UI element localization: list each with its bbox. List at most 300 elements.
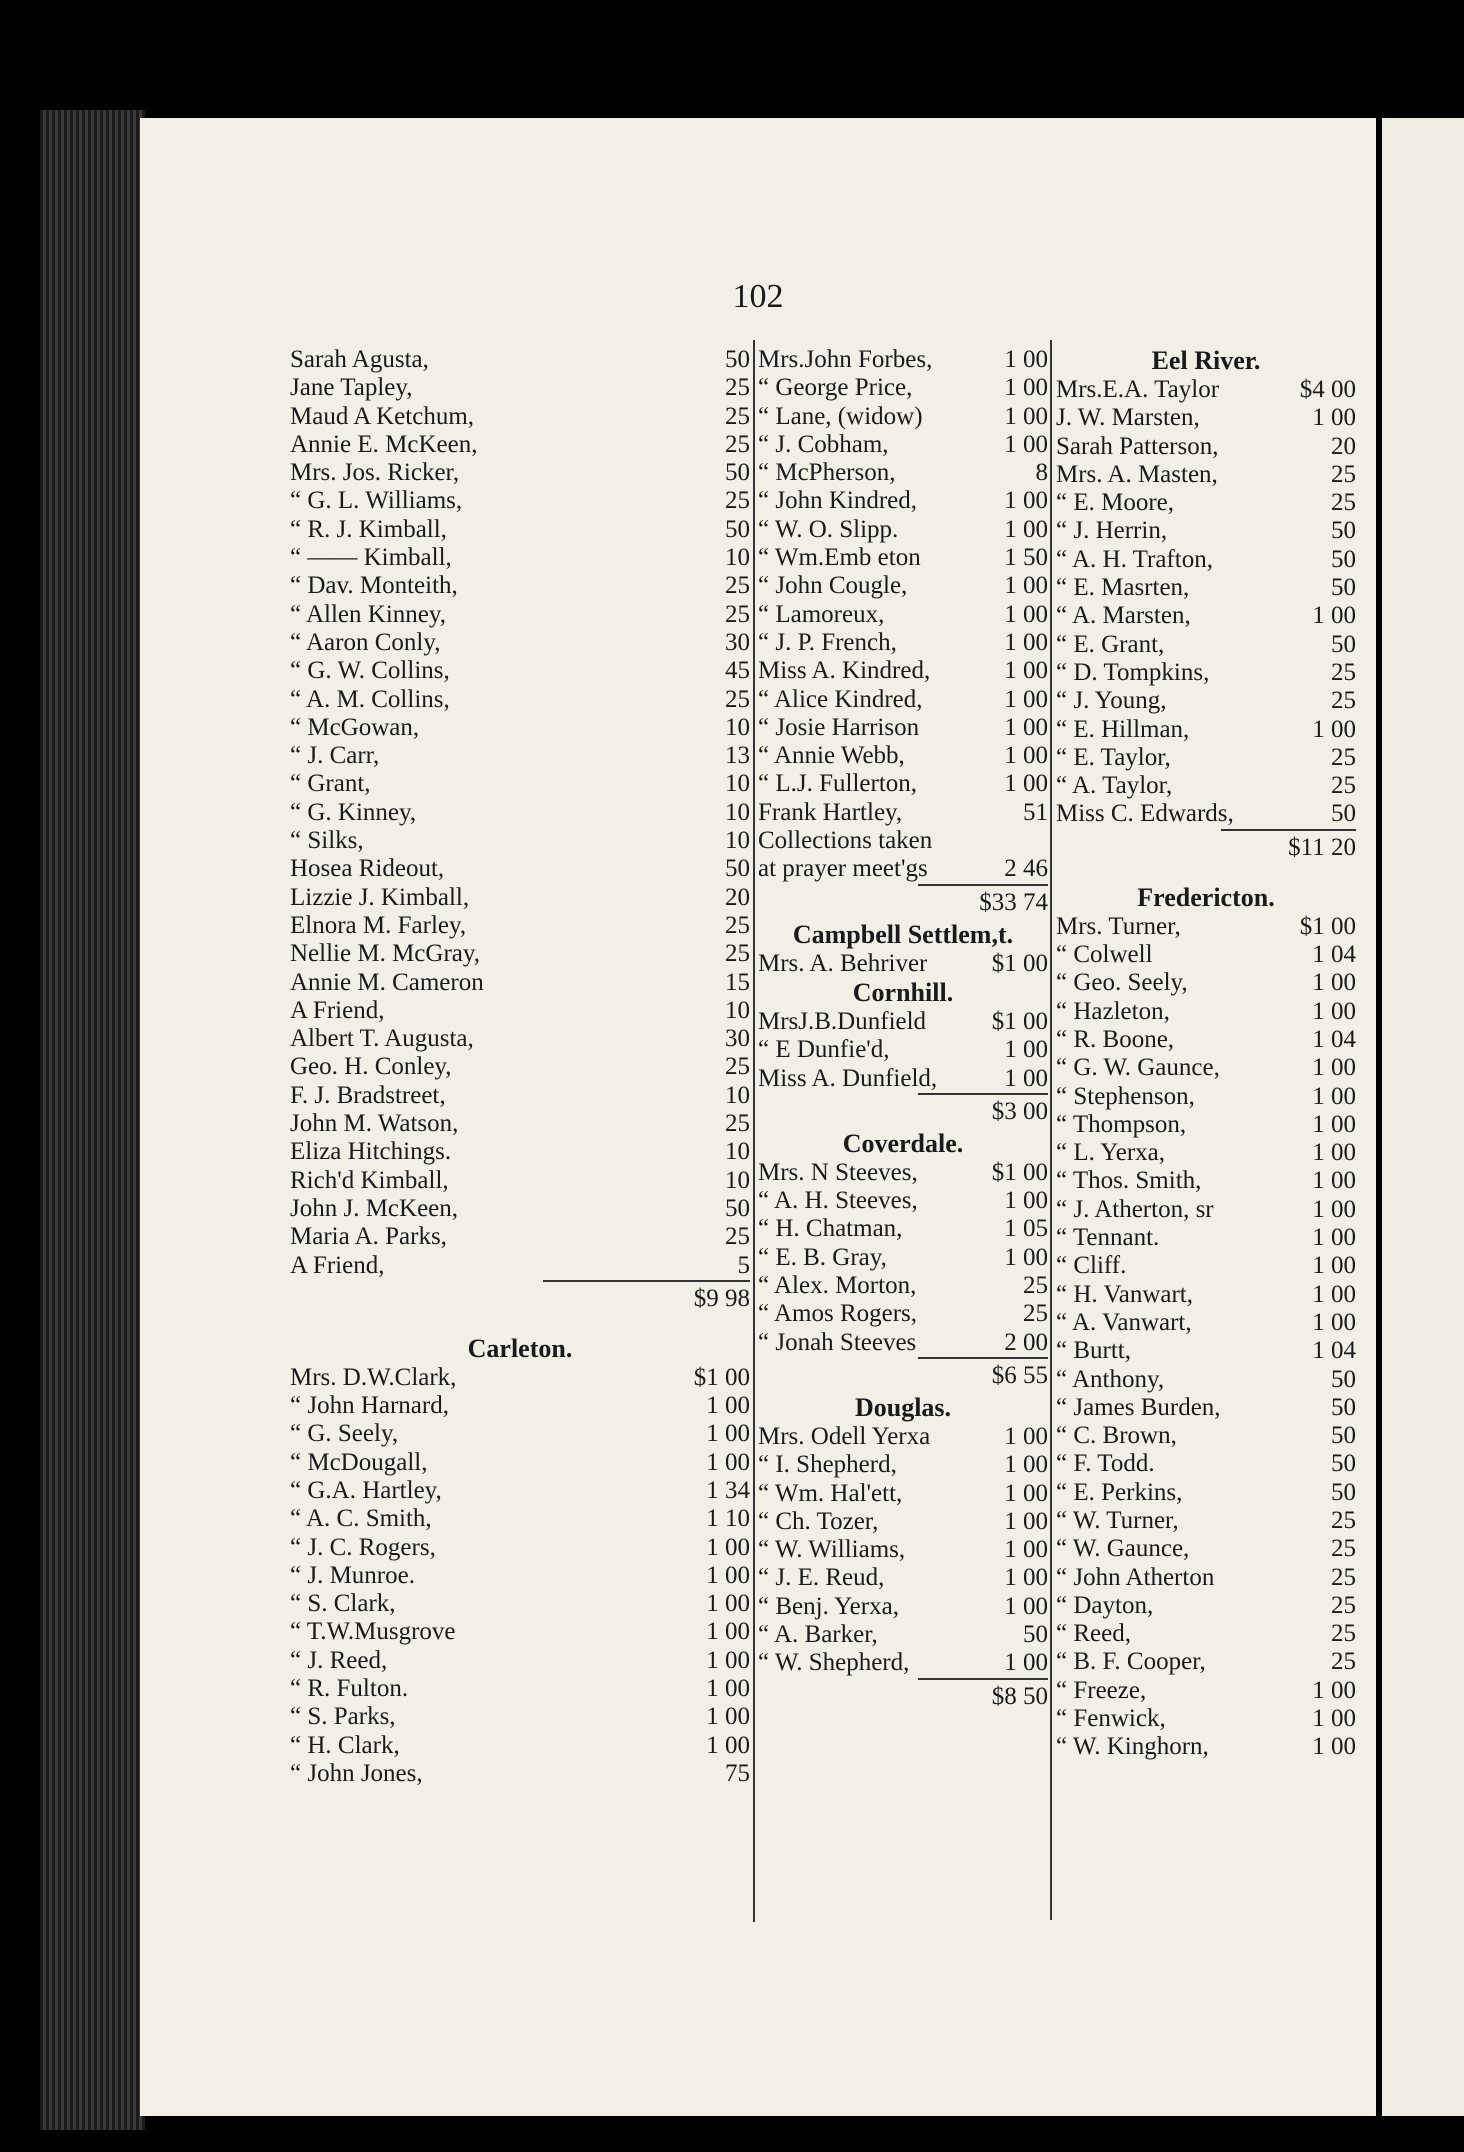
donor-name: A Friend, [290,996,385,1024]
list-item [758,1480,1048,1508]
donor-name: Collections taken [758,827,933,855]
donor-name: Eliza Hitchings. [290,1138,452,1166]
donor-name: “ G. W. Gaunce, [1056,1054,1220,1082]
donation-amount: 50 [725,346,750,373]
donation-amount: 1 00 [706,1392,750,1420]
list-item [758,686,1048,714]
list-item [1056,602,1356,630]
list-item [1056,574,1356,602]
list-item [290,1618,750,1646]
cornhill-list [758,1008,1048,1093]
donor-name: “ J. P. French, [758,628,897,656]
donor-name: “ Colwell [1056,941,1153,969]
coverdale-list [758,1159,1048,1357]
donor-name: “ H. Clark, [290,1731,400,1759]
donation-amount: $1 00 [693,1363,750,1391]
heading-carleton: Carleton. [467,1333,573,1363]
donor-name: Maria A. Parks, [290,1223,447,1251]
donor-name: “ Geo. Seely, [1056,969,1188,997]
list-item [290,544,750,572]
list-item [758,431,1048,459]
donation-amount: 1 00 [1004,430,1048,458]
list-item [290,686,750,714]
donor-name: Elnora M. Farley, [290,911,467,939]
donor-name: Hosea Rideout, [290,855,445,883]
book-page-edge [40,110,145,2130]
list-item [290,1590,750,1618]
donation-amount: 1 00 [1312,1676,1356,1704]
list-item [290,601,750,629]
donor-name: “ E. Masrten, [1056,574,1190,602]
donor-name: “ Alice Kindred, [758,685,923,713]
donor-name: “ J. Munroe. [290,1561,415,1589]
page-number: 102 [732,278,784,315]
list-item [290,516,750,544]
list-item [1056,1309,1356,1337]
heading-campbell: Campbell Settlem,t. [792,919,1014,949]
donation-amount: 1 00 [1004,770,1048,798]
list-item [758,346,1048,374]
donation-amount: 1 00 [1312,1167,1356,1195]
donation-amount: 25 [725,940,750,968]
list-item [1056,687,1356,715]
donor-name: “ Thompson, [1056,1110,1187,1138]
list-item [1056,1252,1356,1280]
adjacent-page [1382,118,1464,2116]
list-item [290,1053,750,1081]
donor-name: “ A. C. Smith, [290,1505,432,1533]
donation-amount: 20 [1331,432,1356,460]
list-item [758,1159,1048,1187]
donor-name: “ G. Seely, [290,1420,399,1448]
donation-amount: 13 [725,742,750,770]
list-item [290,431,750,459]
donation-amount: 25 [725,685,750,713]
list-item [758,1536,1048,1564]
list-item [1056,631,1356,659]
donation-amount: 50 [1331,1478,1356,1506]
list-item [758,827,1048,855]
donation-amount: 1 00 [1004,1036,1048,1064]
donation-amount: 30 [725,628,750,656]
donation-amount: 50 [725,459,750,487]
list-item [290,1449,750,1477]
list-item [1056,1366,1356,1394]
donor-name: “ C. Brown, [1056,1422,1177,1450]
donation-amount: 1 00 [1004,1649,1048,1677]
donor-name: Mrs. A. Masten, [1056,460,1218,488]
donor-name: “ Lane, (widow) [758,402,923,430]
list-item [758,403,1048,431]
list-item [1056,1564,1356,1592]
list-item [290,1392,750,1420]
donor-name: “ T.W.Musgrove [290,1618,456,1646]
donation-amount: 25 [725,402,750,430]
donation-amount: 10 [725,996,750,1024]
donor-name: “ E. Perkins, [1056,1478,1183,1506]
donor-name: Frank Hartley, [758,798,903,826]
donor-name: “ Josie Harrison [758,713,920,741]
list-item [290,1534,750,1562]
donor-name: “ A. H. Trafton, [1056,545,1213,573]
donation-amount: 50 [725,515,750,543]
donor-name: “ E. B. Gray, [758,1243,887,1271]
donation-amount: 1 00 [1312,1139,1356,1167]
list-item [758,1649,1048,1677]
donation-amount: 25 [1331,743,1356,771]
list-item [758,1244,1048,1272]
donation-amount: 25 [1331,1535,1356,1563]
list-item [290,459,750,487]
donation-amount: 1 00 [706,1731,750,1759]
list-item [1056,1083,1356,1111]
donation-amount: 1 04 [1312,1025,1356,1053]
list-item [290,403,750,431]
list-item [1056,433,1356,461]
donor-name: “ Tennant. [1056,1224,1160,1252]
donor-name: Mrs. N Steeves, [758,1158,918,1186]
fredericton-list [1056,913,1356,1762]
list-item [290,629,750,657]
donation-amount: 1 00 [1004,572,1048,600]
donation-amount: 25 [1331,1506,1356,1534]
list-item [758,657,1048,685]
donation-amount: 50 [1331,800,1356,828]
donation-amount: 25 [725,1223,750,1251]
list-item [1056,1733,1356,1761]
donation-amount: 1 00 [1004,1422,1048,1450]
donor-name: “ John Atherton [1056,1563,1215,1591]
donation-amount: 50 [1331,630,1356,658]
donation-amount: 1 00 [706,1590,750,1618]
col2-total: $33 74 [918,884,1049,920]
donation-amount: 50 [1331,1393,1356,1421]
list-item [290,572,750,600]
donor-name: “ W. Williams, [758,1536,906,1564]
list-item [758,1272,1048,1300]
donor-name: “ Benj. Yerxa, [758,1592,899,1620]
donation-amount: 1 00 [706,1618,750,1646]
donor-name: “ G. Kinney, [290,798,417,826]
list-item [1056,1167,1356,1195]
heading-douglas: Douglas. [854,1392,952,1422]
donor-name: “ George Price, [758,374,913,402]
donor-name: “ S. Clark, [290,1590,396,1618]
donation-amount: 51 [1023,798,1048,826]
list-item [1056,546,1356,574]
donation-amount: 25 [1331,460,1356,488]
list-item [758,459,1048,487]
donor-name: “ Annie Webb, [758,742,905,770]
list-item [758,1621,1048,1649]
donation-amount: 1 10 [706,1505,750,1533]
donation-amount: 25 [1331,1620,1356,1648]
list-item [290,1675,750,1703]
list-item [290,487,750,515]
col1-total: $9 98 [543,1280,750,1316]
list-item [290,884,750,912]
donor-name: “ L. Yerxa, [1056,1139,1166,1167]
donation-amount: 25 [1023,1300,1048,1328]
list-item [758,601,1048,629]
list-item [758,855,1048,883]
column-1 [290,346,750,1788]
list-item [290,742,750,770]
donor-name: Maud A Ketchum, [290,402,475,430]
col2-list [758,346,1048,884]
donor-name: “ A. Taylor, [1056,772,1173,800]
donor-name: Nellie M. McGray, [290,940,480,968]
col1-list [290,346,750,1280]
donation-amount: 2 00 [1004,1328,1048,1356]
donation-amount: 50 [725,855,750,883]
list-item [758,1065,1048,1093]
list-item [1056,1054,1356,1082]
donation-amount: 1 00 [1004,1064,1048,1092]
donation-amount: 1 00 [1004,1592,1048,1620]
donation-amount: 50 [1331,1422,1356,1450]
donation-amount: 50 [1331,1450,1356,1478]
donor-name: “ E. Moore, [1056,489,1175,517]
donation-amount: 1 00 [1312,1705,1356,1733]
donor-name: Geo. H. Conley, [290,1053,452,1081]
donation-amount: 25 [1331,489,1356,517]
donor-name: at prayer meet'gs [758,855,928,883]
donor-name: “ Freeze, [1056,1676,1147,1704]
eel-river-total: $11 20 [1221,829,1356,865]
list-item [290,374,750,402]
heading-coverdale: Coverdale. [842,1128,964,1158]
list-item [758,1593,1048,1621]
list-item [1056,913,1356,941]
donation-amount: 1 00 [1004,515,1048,543]
donor-name: “ Anthony, [1056,1365,1165,1393]
donor-name: “ John Jones, [290,1759,423,1787]
donation-amount: 1 00 [1004,1451,1048,1479]
list-item [1056,517,1356,545]
donation-amount: 10 [725,827,750,855]
donor-name: “ McGowan, [290,713,420,741]
list-item [290,346,750,374]
list-item [1056,1139,1356,1167]
list-item [290,799,750,827]
douglas-total: $8 50 [918,1678,1049,1714]
donation-amount: 25 [1331,1648,1356,1676]
douglas-list [758,1423,1048,1678]
donor-name: “ McDougall, [290,1448,428,1476]
list-item [1056,376,1356,404]
list-item [758,1329,1048,1357]
list-item [758,799,1048,827]
cornhill-total: $3 00 [918,1093,1049,1129]
list-item [1056,941,1356,969]
list-item [290,1025,750,1053]
list-item [1056,461,1356,489]
list-item [758,714,1048,742]
donor-name: “ D. Tompkins, [1056,658,1210,686]
list-item [758,1564,1048,1592]
donor-name: Mrs.John Forbes, [758,346,933,373]
list-item [758,1300,1048,1328]
donation-amount: 25 [1023,1272,1048,1300]
donation-amount: 10 [725,1166,750,1194]
donation-amount: 1 00 [706,1533,750,1561]
donor-name: “ E. Hillman, [1056,715,1190,743]
column-2 [758,346,1048,1714]
donor-name: “ S. Parks, [290,1703,396,1731]
donor-name: “ J. Carr, [290,742,380,770]
donation-amount: 25 [1331,658,1356,686]
donor-name: “ J. Atherton, sr [1056,1195,1214,1223]
list-item [758,516,1048,544]
donor-name: Mrs. Odell Yerxa [758,1422,931,1450]
donation-amount: 1 00 [1312,1224,1356,1252]
list-item [290,1167,750,1195]
donation-amount: 1 00 [1312,1082,1356,1110]
donation-amount: 1 50 [1004,544,1048,572]
list-item [290,940,750,968]
donation-amount: 25 [725,487,750,515]
donation-amount: 15 [725,968,750,996]
donation-amount: 1 00 [1312,969,1356,997]
list-item [290,1364,750,1392]
donor-name: “ J. Reed, [290,1646,388,1674]
donor-name: “ A. M. Collins, [290,685,450,713]
column-divider-2 [1050,340,1052,1920]
donation-amount: 1 00 [1004,600,1048,628]
donor-name: “ Amos Rogers, [758,1300,918,1328]
donation-amount: 1 00 [706,1420,750,1448]
donor-name: “ R. J. Kimball, [290,515,447,543]
donation-amount: 1 00 [1004,402,1048,430]
list-item [1056,1677,1356,1705]
donor-name: “ H. Vanwart, [1056,1280,1193,1308]
list-item [290,827,750,855]
list-item [290,1138,750,1166]
list-item [1056,489,1356,517]
donation-amount: 25 [725,572,750,600]
list-item [290,1703,750,1731]
donation-amount: 1 00 [1312,1308,1356,1336]
donation-amount: 2 46 [1004,855,1048,883]
list-item [290,1562,750,1590]
donation-amount: 50 [725,1194,750,1222]
donor-name: “ W. Gaunce, [1056,1535,1190,1563]
donation-amount: 1 00 [1312,1054,1356,1082]
donation-amount: $1 00 [991,1007,1048,1035]
donor-name: “ Aaron Conly, [290,628,441,656]
campbell-list [758,950,1048,978]
list-item [1056,1620,1356,1648]
donor-name: “ Allen Kinney, [290,600,446,628]
list-item [290,1223,750,1251]
list-item [1056,800,1356,828]
list-item [758,1451,1048,1479]
donation-amount: 1 04 [1312,1337,1356,1365]
donor-name: Annie M. Cameron [290,968,484,996]
donor-name: “ Thos. Smith, [1056,1167,1202,1195]
donation-amount: 1 04 [1312,941,1356,969]
list-item [758,770,1048,798]
donation-amount: 25 [725,600,750,628]
donor-name: “ Fenwick, [1056,1705,1166,1733]
list-item [1056,1507,1356,1535]
list-item [290,657,750,685]
donor-name: Mrs. A. Behriver [758,949,928,977]
heading-cornhill: Cornhill. [852,977,954,1007]
donor-name: “ J. Young, [1056,687,1167,715]
list-item [758,572,1048,600]
donation-amount: $1 00 [1299,912,1356,940]
donation-amount: 1 00 [1004,1243,1048,1271]
donor-name: Miss C. Edwards, [1056,800,1234,828]
donation-amount: 50 [1023,1620,1048,1648]
list-item [758,544,1048,572]
eel-river-list [1056,376,1356,829]
list-item [758,1215,1048,1243]
donor-name: Mrs. D.W.Clark, [290,1363,457,1391]
list-item [1056,1479,1356,1507]
donation-amount: 20 [725,883,750,911]
donation-amount: $4 00 [1299,376,1356,403]
donor-name: Miss A. Dunfield, [758,1064,938,1092]
donor-name: “ John Kindred, [758,487,917,515]
donor-name: “ Wm.Emb eton [758,544,921,572]
donor-name: J. W. Marsten, [1056,404,1200,432]
list-item [290,1195,750,1223]
donor-name: “ Dav. Monteith, [290,572,458,600]
donor-name: “ A. Marsten, [1056,602,1191,630]
donation-amount: 25 [725,1053,750,1081]
donation-amount: 1 00 [706,1448,750,1476]
donor-name: “ J. Herrin, [1056,517,1168,545]
list-item [290,969,750,997]
donation-amount: 8 [1035,459,1048,487]
list-item [290,1647,750,1675]
donor-name: “ G. W. Collins, [290,657,450,685]
list-item [1056,969,1356,997]
donation-amount: 1 00 [1004,713,1048,741]
column-3 [1056,346,1356,1762]
donor-name: “ A. Vanwart, [1056,1308,1192,1336]
donor-name: Mrs. Turner, [1056,912,1181,940]
donor-name: “ John Cougle, [758,572,908,600]
donation-amount: 1 00 [706,1675,750,1703]
list-item [1056,1535,1356,1563]
donor-name: “ Hazleton, [1056,997,1170,1025]
donor-name: John M. Watson, [290,1110,459,1138]
list-item [758,1187,1048,1215]
list-item [758,1008,1048,1036]
donation-amount: 1 00 [1004,1564,1048,1592]
carleton-list [290,1364,750,1788]
donation-amount: 25 [725,1110,750,1138]
list-item [1056,1592,1356,1620]
list-item [290,855,750,883]
list-item [758,1508,1048,1536]
list-item [290,1732,750,1760]
donor-name: MrsJ.B.Dunfield [758,1007,927,1035]
list-item [290,1477,750,1505]
donor-name: “ Dayton, [1056,1591,1154,1619]
list-item [1056,1224,1356,1252]
donor-name: “ R. Boone, [1056,1025,1175,1053]
donor-name: “ H. Chatman, [758,1215,903,1243]
donor-name: “ Stephenson, [1056,1082,1195,1110]
donor-name: “ W. Shepherd, [758,1649,910,1677]
donation-amount: 1 00 [1004,685,1048,713]
donation-amount [1044,827,1048,855]
